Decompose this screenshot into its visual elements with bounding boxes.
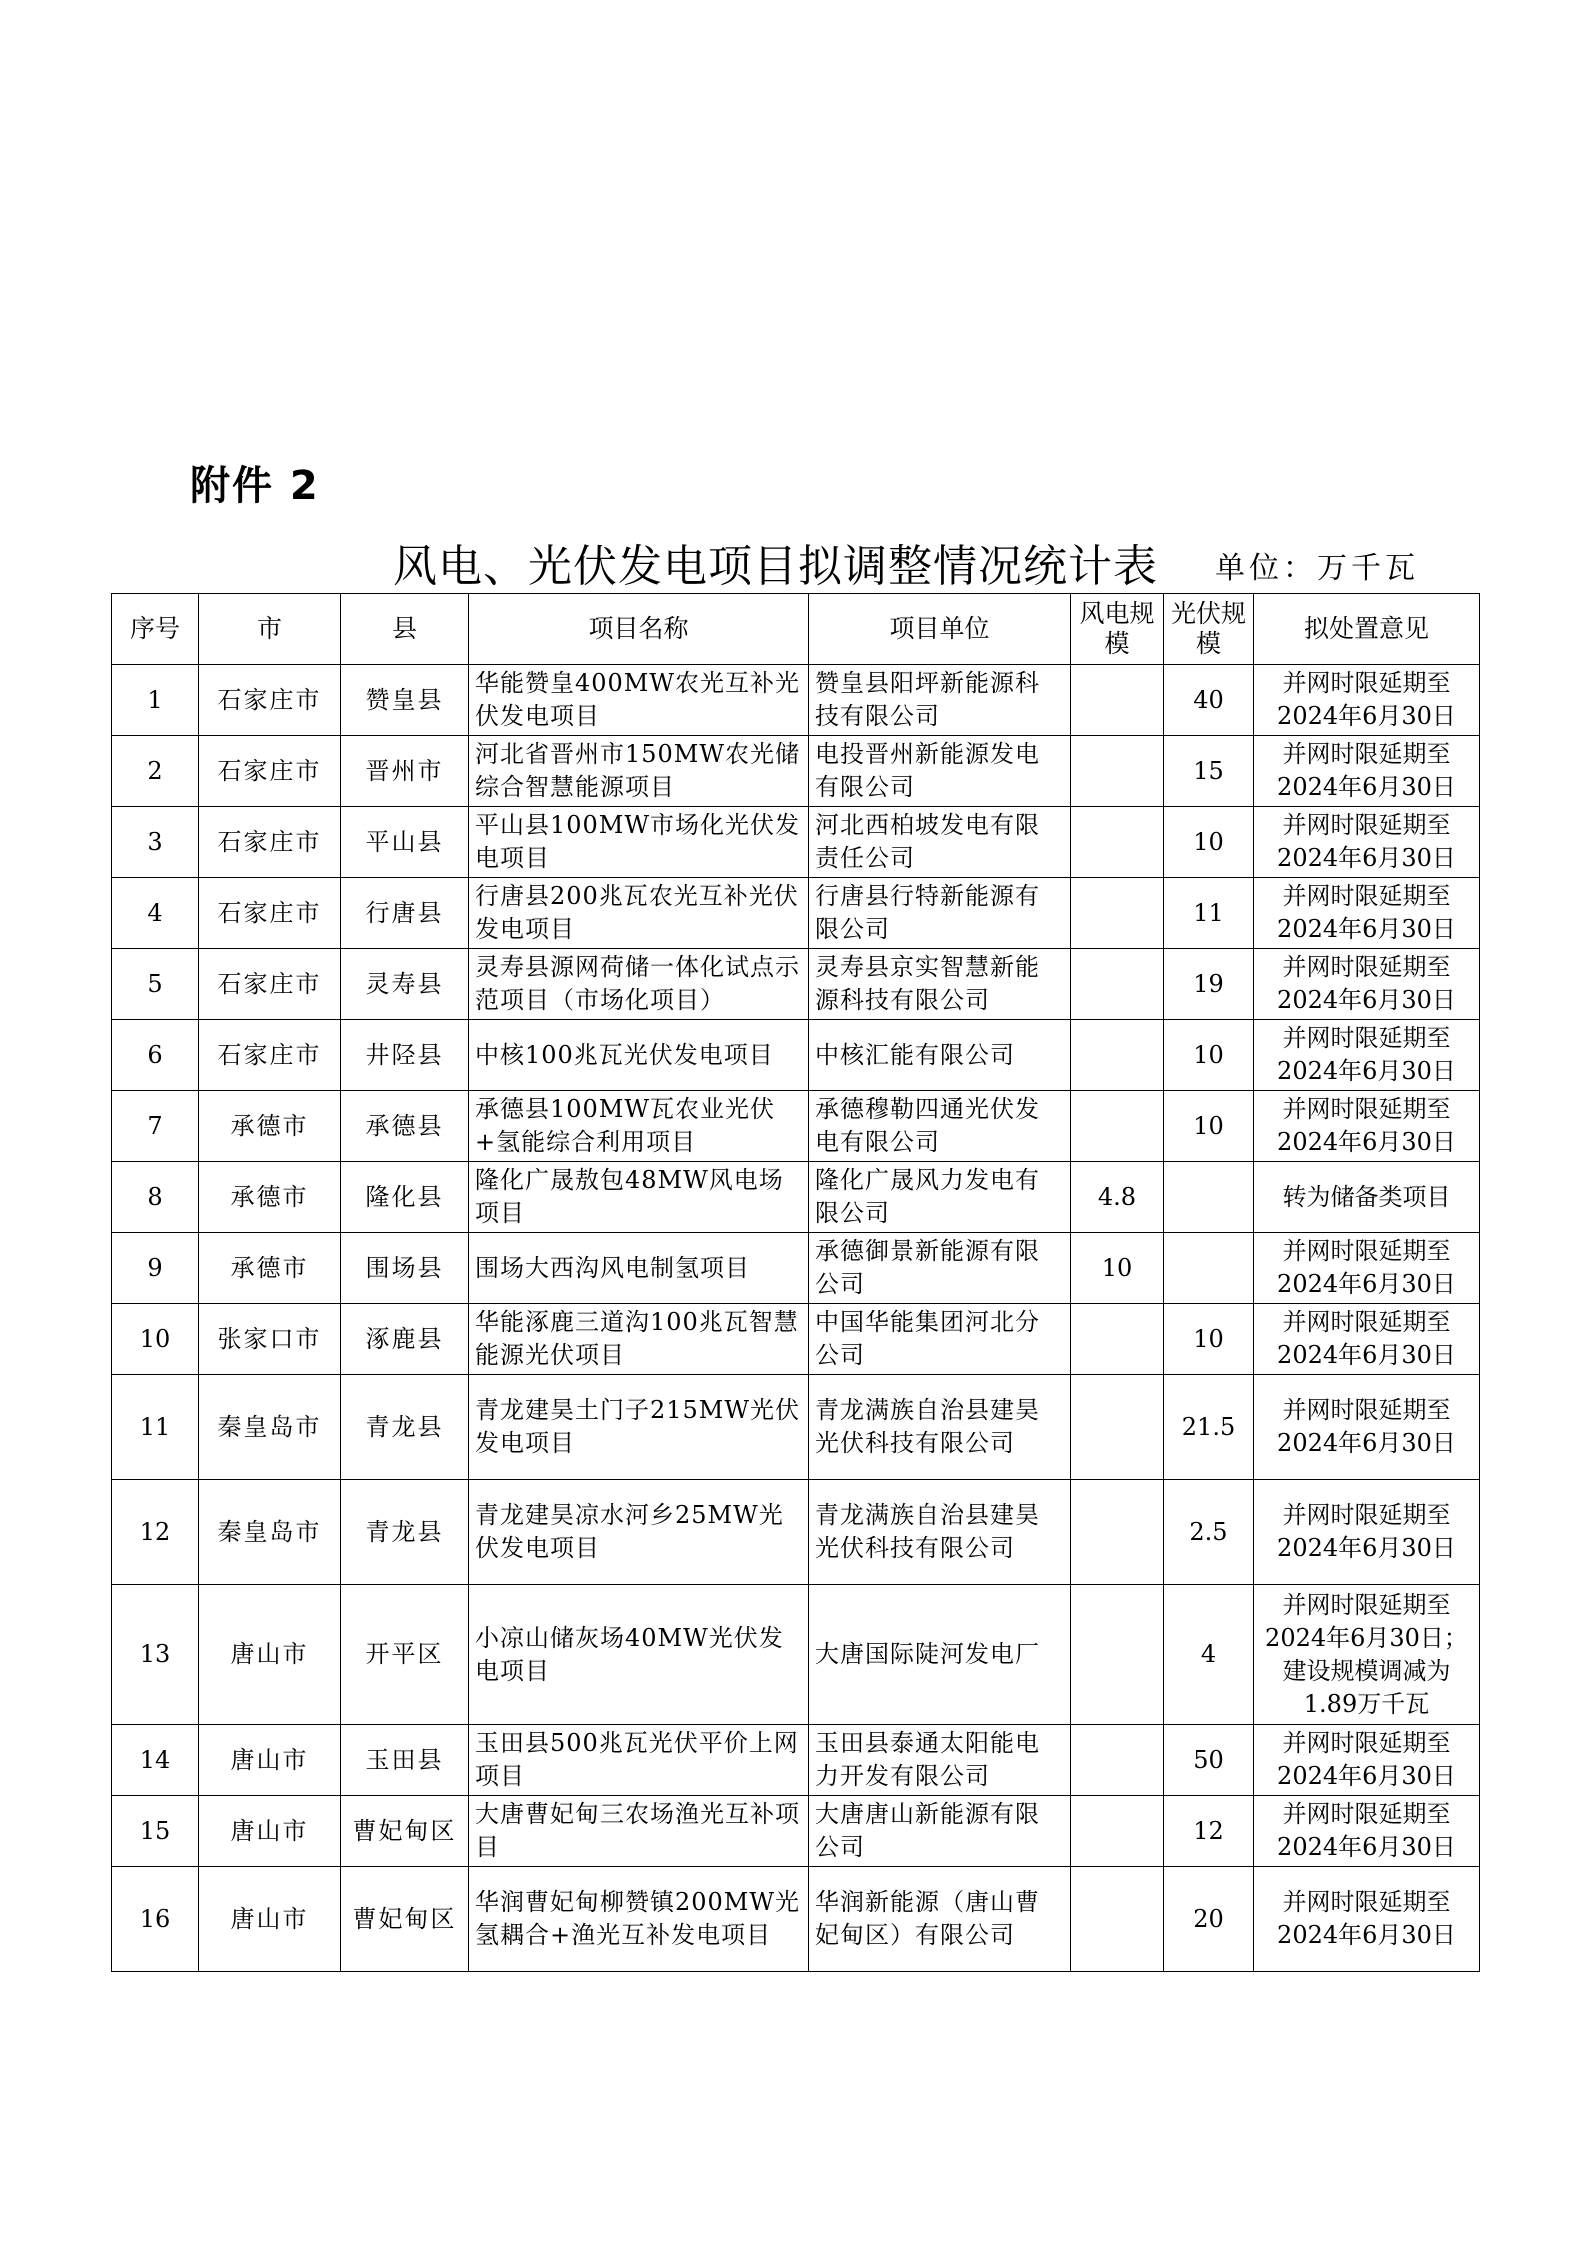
- row-wind-scale: [1071, 1020, 1164, 1091]
- row-solar-scale: 21.5: [1164, 1375, 1254, 1480]
- row-index: 8: [112, 1162, 199, 1233]
- row-county: 隆化县: [341, 1162, 469, 1233]
- row-city: 唐山市: [199, 1867, 341, 1972]
- row-project-name: 围场大西沟风电制氢项目: [469, 1233, 809, 1304]
- row-wind-scale: [1071, 807, 1164, 878]
- row-company: 青龙满族自治县建昊光伏科技有限公司: [809, 1480, 1071, 1585]
- row-company: 承德御景新能源有限公司: [809, 1233, 1071, 1304]
- row-project-name: 灵寿县源网荷储一体化试点示范项目（市场化项目）: [469, 949, 809, 1020]
- row-wind-scale: [1071, 1091, 1164, 1162]
- row-opinion: 并网时限延期至2024年6月30日: [1254, 1480, 1480, 1585]
- row-wind-scale: [1071, 1867, 1164, 1972]
- row-opinion: 并网时限延期至2024年6月30日: [1254, 878, 1480, 949]
- header-solar-scale: 光伏规模: [1164, 594, 1254, 665]
- row-solar-scale: 10: [1164, 807, 1254, 878]
- row-company: 大唐国际陡河发电厂: [809, 1585, 1071, 1725]
- row-index: 13: [112, 1585, 199, 1725]
- row-wind-scale: [1071, 1304, 1164, 1375]
- row-company: 电投晋州新能源发电有限公司: [809, 736, 1071, 807]
- row-solar-scale: [1164, 1233, 1254, 1304]
- row-company: 华润新能源（唐山曹妃甸区）有限公司: [809, 1867, 1071, 1972]
- row-opinion: 并网时限延期至2024年6月30日: [1254, 1867, 1480, 1972]
- row-county: 晋州市: [341, 736, 469, 807]
- row-opinion: 转为储备类项目: [1254, 1162, 1480, 1233]
- row-index: 11: [112, 1375, 199, 1480]
- row-wind-scale: [1071, 1585, 1164, 1725]
- row-company: 灵寿县京实智慧新能源科技有限公司: [809, 949, 1071, 1020]
- row-county: 灵寿县: [341, 949, 469, 1020]
- row-company: 中国华能集团河北分公司: [809, 1304, 1071, 1375]
- row-project-name: 青龙建昊凉水河乡25MW光伏发电项目: [469, 1480, 809, 1585]
- table-row: [112, 1162, 1480, 1233]
- row-wind-scale: [1071, 1375, 1164, 1480]
- row-county: 赞皇县: [341, 665, 469, 736]
- unit-label: 单位：万千瓦: [1215, 551, 1419, 586]
- row-city: 石家庄市: [199, 878, 341, 949]
- row-company: 中核汇能有限公司: [809, 1020, 1071, 1091]
- row-city: 石家庄市: [199, 949, 341, 1020]
- row-opinion: 并网时限延期至2024年6月30日: [1254, 949, 1480, 1020]
- row-city: 承德市: [199, 1233, 341, 1304]
- table-row: [112, 1304, 1480, 1375]
- table-row: [112, 1585, 1480, 1725]
- attachment-label: 附件 2: [190, 463, 320, 509]
- table-header-row: [112, 594, 1480, 665]
- row-solar-scale: [1164, 1162, 1254, 1233]
- table-row: [112, 949, 1480, 1020]
- row-project-name: 隆化广晟敖包48MW风电场项目: [469, 1162, 809, 1233]
- row-opinion: 并网时限延期至2024年6月30日: [1254, 736, 1480, 807]
- row-opinion: 并网时限延期至2024年6月30日: [1254, 1091, 1480, 1162]
- document-title: 风电、光伏发电项目拟调整情况统计表: [393, 541, 1158, 592]
- header-index: 序号: [112, 594, 199, 665]
- row-opinion: 并网时限延期至2024年6月30日: [1254, 1020, 1480, 1091]
- row-company: 承德穆勒四通光伏发电有限公司: [809, 1091, 1071, 1162]
- row-solar-scale: 10: [1164, 1304, 1254, 1375]
- row-project-name: 青龙建昊土门子215MW光伏发电项目: [469, 1375, 809, 1480]
- row-county: 曹妃甸区: [341, 1796, 469, 1867]
- row-city: 秦皇岛市: [199, 1480, 341, 1585]
- row-solar-scale: 2.5: [1164, 1480, 1254, 1585]
- header-company: 项目单位: [809, 594, 1071, 665]
- row-county: 围场县: [341, 1233, 469, 1304]
- table-row: [112, 1725, 1480, 1796]
- row-city: 承德市: [199, 1162, 341, 1233]
- header-county: 县: [341, 594, 469, 665]
- row-opinion: 并网时限延期至2024年6月30日: [1254, 1304, 1480, 1375]
- project-adjustment-table: [111, 593, 1480, 1972]
- row-county: 玉田县: [341, 1725, 469, 1796]
- row-wind-scale: 4.8: [1071, 1162, 1164, 1233]
- row-project-name: 华能赞皇400MW农光互补光伏发电项目: [469, 665, 809, 736]
- row-city: 石家庄市: [199, 665, 341, 736]
- row-opinion: 并网时限延期至2024年6月30日: [1254, 1796, 1480, 1867]
- table-row: [112, 1375, 1480, 1480]
- row-solar-scale: 20: [1164, 1867, 1254, 1972]
- row-solar-scale: 40: [1164, 665, 1254, 736]
- row-county: 行唐县: [341, 878, 469, 949]
- row-opinion: 并网时限延期至2024年6月30日: [1254, 1725, 1480, 1796]
- row-project-name: 华润曹妃甸柳赞镇200MW光氢耦合+渔光互补发电项目: [469, 1867, 809, 1972]
- row-project-name: 承德县100MW瓦农业光伏+氢能综合利用项目: [469, 1091, 809, 1162]
- row-project-name: 河北省晋州市150MW农光储综合智慧能源项目: [469, 736, 809, 807]
- row-city: 石家庄市: [199, 736, 341, 807]
- table-row: [112, 1796, 1480, 1867]
- row-company: 隆化广晟风力发电有限公司: [809, 1162, 1071, 1233]
- row-company: 青龙满族自治县建昊光伏科技有限公司: [809, 1375, 1071, 1480]
- row-index: 12: [112, 1480, 199, 1585]
- row-wind-scale: [1071, 878, 1164, 949]
- header-city: 市: [199, 594, 341, 665]
- row-project-name: 平山县100MW市场化光伏发电项目: [469, 807, 809, 878]
- row-city: 秦皇岛市: [199, 1375, 341, 1480]
- row-project-name: 大唐曹妃甸三农场渔光互补项目: [469, 1796, 809, 1867]
- row-project-name: 小凉山储灰场40MW光伏发电项目: [469, 1585, 809, 1725]
- row-county: 青龙县: [341, 1480, 469, 1585]
- row-project-name: 行唐县200兆瓦农光互补光伏发电项目: [469, 878, 809, 949]
- row-county: 井陉县: [341, 1020, 469, 1091]
- table-row: [112, 878, 1480, 949]
- row-index: 4: [112, 878, 199, 949]
- row-city: 唐山市: [199, 1725, 341, 1796]
- row-company: 河北西柏坡发电有限责任公司: [809, 807, 1071, 878]
- row-opinion: 并网时限延期至2024年6月30日: [1254, 807, 1480, 878]
- row-county: 平山县: [341, 807, 469, 878]
- row-solar-scale: 19: [1164, 949, 1254, 1020]
- row-index: 16: [112, 1867, 199, 1972]
- row-project-name: 中核100兆瓦光伏发电项目: [469, 1020, 809, 1091]
- row-index: 6: [112, 1020, 199, 1091]
- table-row: [112, 665, 1480, 736]
- row-index: 9: [112, 1233, 199, 1304]
- row-county: 涿鹿县: [341, 1304, 469, 1375]
- row-wind-scale: [1071, 665, 1164, 736]
- row-project-name: 玉田县500兆瓦光伏平价上网项目: [469, 1725, 809, 1796]
- row-project-name: 华能涿鹿三道沟100兆瓦智慧能源光伏项目: [469, 1304, 809, 1375]
- row-city: 唐山市: [199, 1796, 341, 1867]
- row-opinion: 并网时限延期至2024年6月30日: [1254, 1375, 1480, 1480]
- header-project-name: 项目名称: [469, 594, 809, 665]
- row-solar-scale: 4: [1164, 1585, 1254, 1725]
- row-index: 10: [112, 1304, 199, 1375]
- row-index: 1: [112, 665, 199, 736]
- table-row: [112, 1480, 1480, 1585]
- header-opinion: 拟处置意见: [1254, 594, 1480, 665]
- table-row: [112, 1020, 1480, 1091]
- row-wind-scale: [1071, 1796, 1164, 1867]
- table-row: [112, 807, 1480, 878]
- row-county: 青龙县: [341, 1375, 469, 1480]
- row-county: 承德县: [341, 1091, 469, 1162]
- row-index: 2: [112, 736, 199, 807]
- row-company: 赞皇县阳坪新能源科技有限公司: [809, 665, 1071, 736]
- row-wind-scale: [1071, 949, 1164, 1020]
- row-company: 大唐唐山新能源有限公司: [809, 1796, 1071, 1867]
- row-index: 15: [112, 1796, 199, 1867]
- row-opinion: 并网时限延期至2024年6月30日: [1254, 665, 1480, 736]
- row-opinion: 并网时限延期至2024年6月30日；建设规模调减为1.89万千瓦: [1254, 1585, 1480, 1725]
- row-city: 石家庄市: [199, 807, 341, 878]
- row-company: 玉田县泰通太阳能电力开发有限公司: [809, 1725, 1071, 1796]
- row-solar-scale: 11: [1164, 878, 1254, 949]
- table-row: [112, 1091, 1480, 1162]
- row-opinion: 并网时限延期至2024年6月30日: [1254, 1233, 1480, 1304]
- row-solar-scale: 10: [1164, 1020, 1254, 1091]
- row-wind-scale: [1071, 1725, 1164, 1796]
- row-wind-scale: 10: [1071, 1233, 1164, 1304]
- row-city: 张家口市: [199, 1304, 341, 1375]
- row-solar-scale: 50: [1164, 1725, 1254, 1796]
- row-city: 承德市: [199, 1091, 341, 1162]
- row-solar-scale: 10: [1164, 1091, 1254, 1162]
- table-row: [112, 1867, 1480, 1972]
- table-row: [112, 1233, 1480, 1304]
- row-index: 5: [112, 949, 199, 1020]
- header-wind-scale: 风电规模: [1071, 594, 1164, 665]
- row-wind-scale: [1071, 1480, 1164, 1585]
- row-index: 14: [112, 1725, 199, 1796]
- row-county: 开平区: [341, 1585, 469, 1725]
- row-city: 石家庄市: [199, 1020, 341, 1091]
- table-row: [112, 736, 1480, 807]
- row-wind-scale: [1071, 736, 1164, 807]
- row-solar-scale: 12: [1164, 1796, 1254, 1867]
- row-county: 曹妃甸区: [341, 1867, 469, 1972]
- row-index: 3: [112, 807, 199, 878]
- row-company: 行唐县行特新能源有限公司: [809, 878, 1071, 949]
- row-index: 7: [112, 1091, 199, 1162]
- row-city: 唐山市: [199, 1585, 341, 1725]
- row-solar-scale: 15: [1164, 736, 1254, 807]
